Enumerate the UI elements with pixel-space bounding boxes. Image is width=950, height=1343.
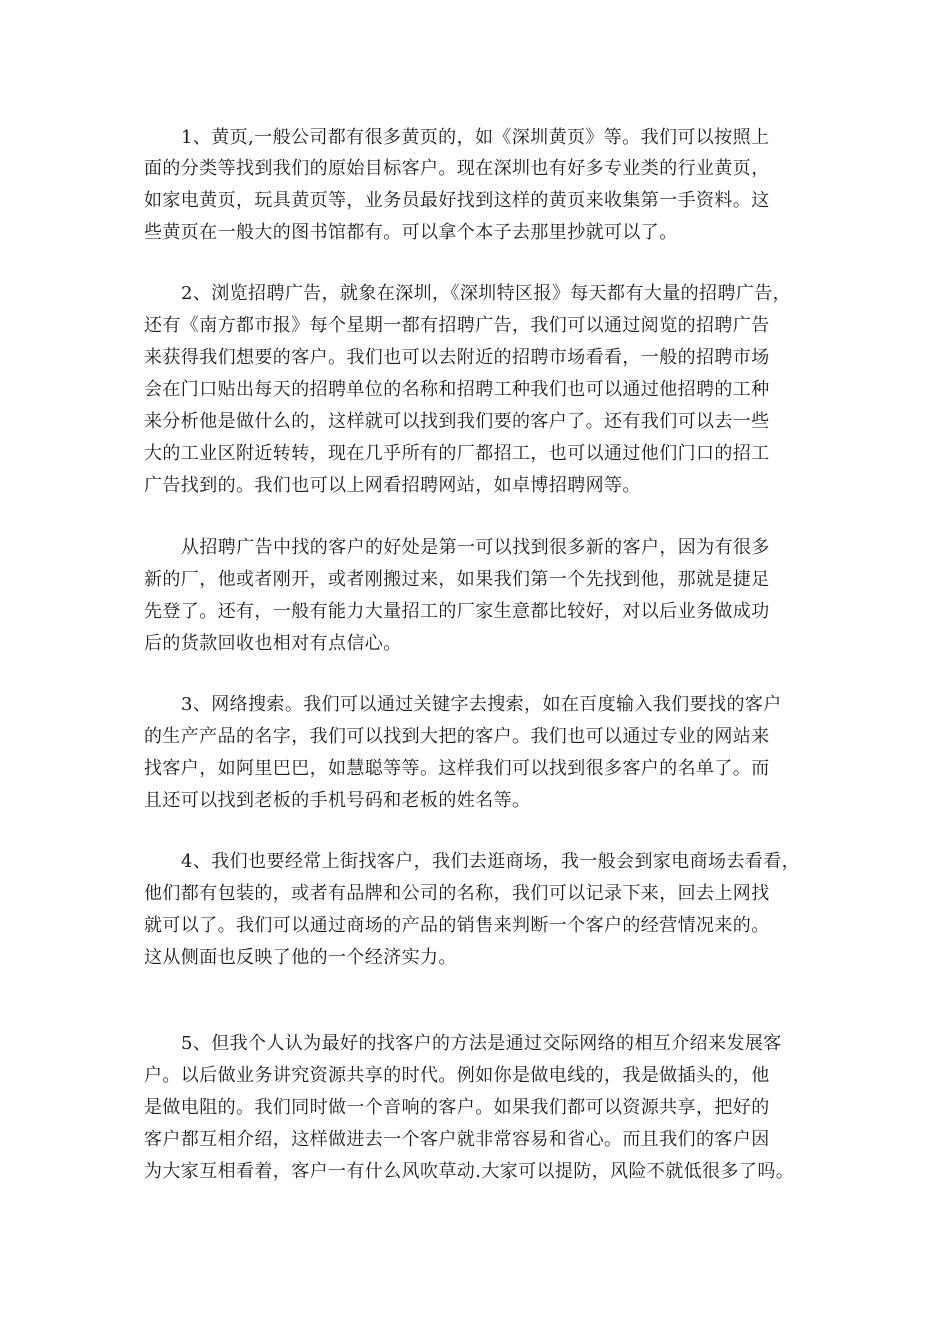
text-line: 会在门口贴出每天的招聘单位的名称和招聘工种我们也可以通过他招聘的工种 (144, 379, 770, 400)
text-line: 就可以了。我们可以通过商场的产品的销售来判断一个客户的经营情况来的。 (144, 915, 770, 936)
text-line: 大的工业区附近转转，现在几乎所有的厂都招工，也可以通过他们门口的招工 (144, 443, 770, 464)
text-line: 从招聘广告中找的客户的好处是第一可以找到很多新的客户，因为有很多 (181, 537, 770, 558)
text-line: 4、我们也要经常上街找客户，我们去逛商场，我一般会到家电商场去看看， (181, 851, 801, 872)
text-line: 是做电阻的。我们同时做一个音响的客户。如果我们都可以资源共享，把好的 (144, 1097, 770, 1118)
text-line: 1、黄页,一般公司都有很多黄页的，如《深圳黄页》等。我们可以按照上 (181, 127, 770, 148)
text-line: 这从侧面也反映了他的一个经济实力。 (144, 947, 457, 968)
text-line: 些黄页在一般大的图书馆都有。可以拿个本子去那里抄就可以了。 (144, 222, 678, 243)
text-line: 如家电黄页，玩具黄页等，业务员最好找到这样的黄页来收集第一手资料。这 (144, 190, 770, 211)
text-line: 还有《南方都市报》每个星期一都有招聘广告，我们可以通过阅览的招聘广告 (144, 315, 770, 336)
text-line: 户。以后做业务讲究资源共享的时代。例如你是做电线的，我是做插头的，他 (144, 1065, 770, 1086)
text-line: 客户都互相介绍，这样做进去一个客户就非常容易和省心。而且我们的客户因 (144, 1129, 770, 1150)
text-line: 他们都有包装的，或者有品牌和公司的名称，我们可以记录下来，回去上网找 (144, 883, 770, 904)
text-line: 先登了。还有，一般有能力大量招工的厂家生意都比较好，对以后业务做成功 (144, 601, 770, 622)
text-line: 且还可以找到老板的手机号码和老板的姓名等。 (144, 790, 531, 811)
text-line: 面的分类等找到我们的原始目标客户。现在深圳也有好多专业类的行业黄页， (144, 158, 770, 179)
text-line: 3、网络搜索。我们可以通过关键字去搜索，如在百度输入我们要找的客户 (181, 694, 782, 715)
text-line: 为大家互相看着，客户一有什么风吹草动.大家可以提防，风险不就低很多了吗。 (144, 1161, 795, 1182)
text-line: 的生产产品的名字，我们可以找到大把的客户。我们也可以通过专业的网站来 (144, 726, 770, 747)
text-line: 找客户，如阿里巴巴，如慧聪等等。这样我们可以找到很多客户的名单了。而 (144, 758, 770, 779)
text-line: 来分析他是做什么的，这样就可以找到我们要的客户了。还有我们可以去一些 (144, 411, 770, 432)
text-line: 来获得我们想要的客户。我们也可以去附近的招聘市场看看，一般的招聘市场 (144, 347, 770, 368)
text-line: 2、浏览招聘广告，就象在深圳，《深圳特区报》每天都有大量的招聘广告， (181, 283, 792, 304)
text-line: 新的厂，他或者刚开，或者刚搬过来，如果我们第一个先找到他，那就是捷足 (144, 569, 770, 590)
text-line: 广告找到的。我们也可以上网看招聘网站，如卓博招聘网等。 (144, 475, 641, 496)
text-line: 后的货款回收也相对有点信心。 (144, 633, 402, 654)
text-line: 5、但我个人认为最好的找客户的方法是通过交际网络的相互介绍来发展客 (181, 1033, 782, 1054)
